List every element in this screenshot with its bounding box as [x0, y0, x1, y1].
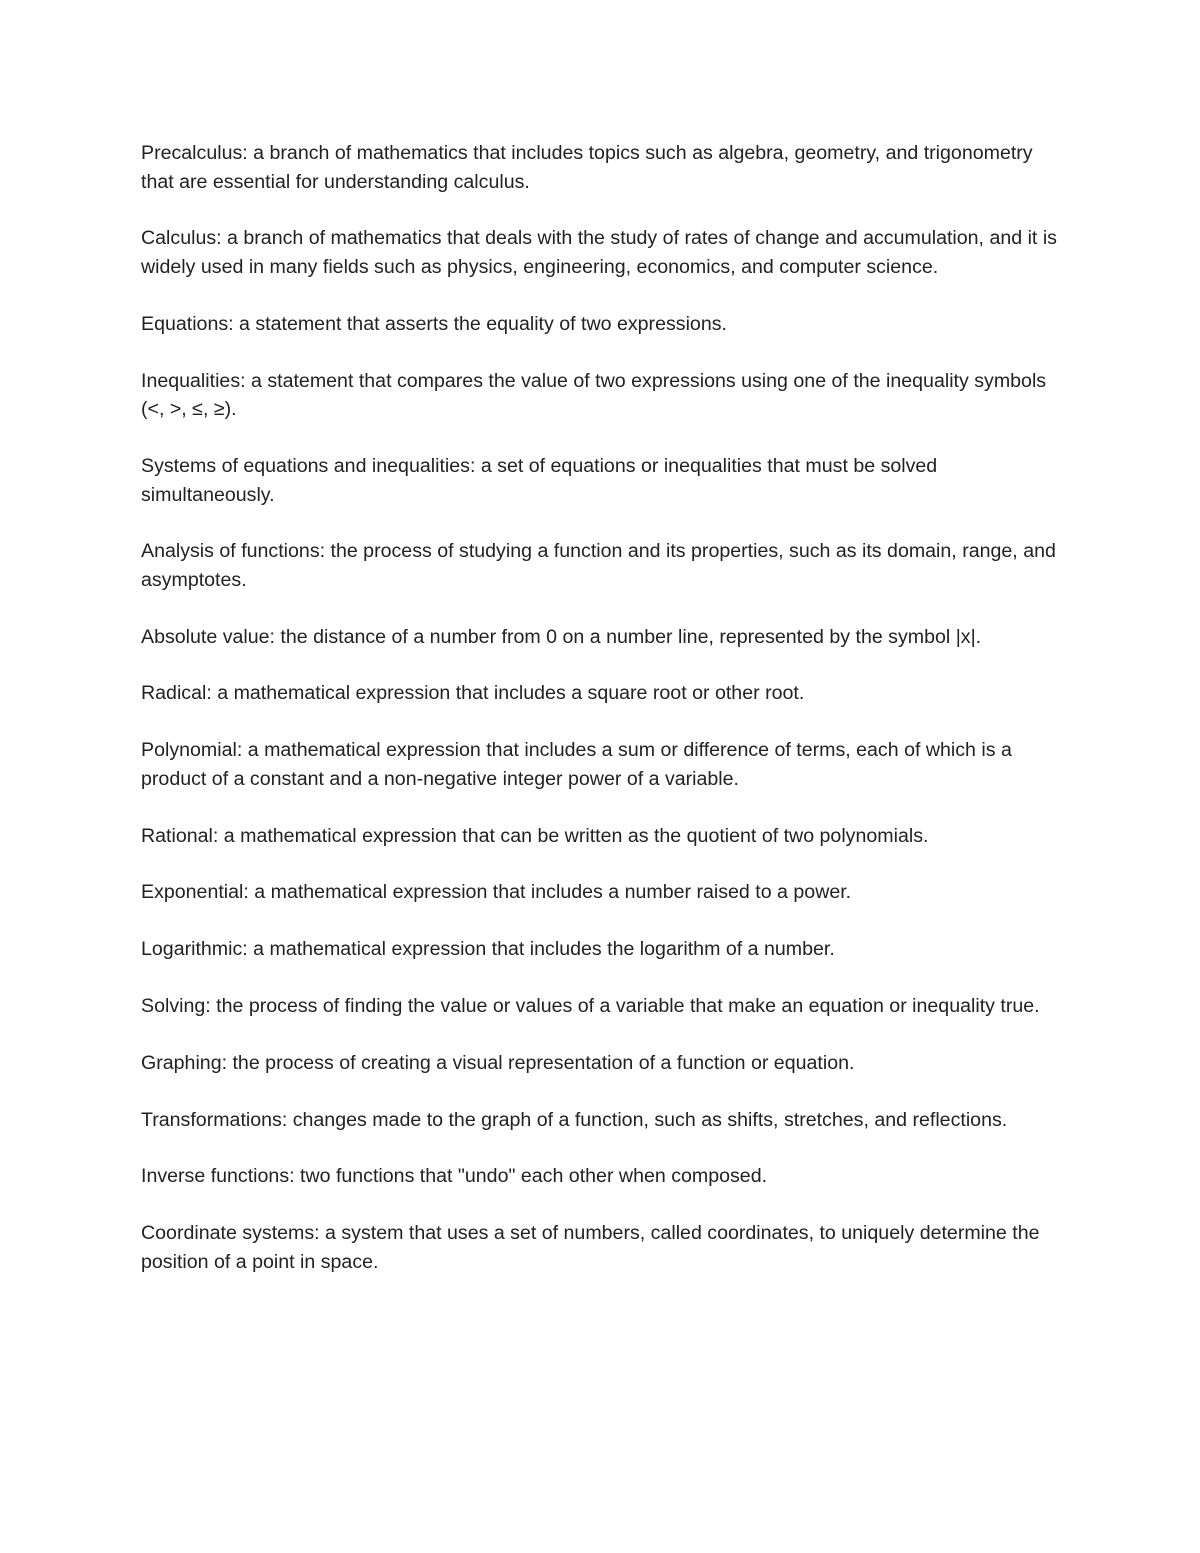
paragraph-absolute-value: Absolute value: the distance of a number from 0 on a number line, represented by the symbol |x|.: [141, 625, 982, 648]
paragraph-solving: Solving: the process of finding the value or values of a variable that make an equation or inequality true.: [141, 994, 1040, 1017]
paragraph-equations: Equations: a statement that asserts the equality of two expressions.: [141, 312, 727, 335]
paragraph-polynomial: Polynomial: a mathematical expression that includes a sum or difference of terms, each of which is a product of a constant and a non-negative integer power of a variable.: [141, 739, 1012, 790]
paragraph-rational: Rational: a mathematical expression that can be written as the quotient of two polynomials.: [141, 824, 929, 847]
paragraph-coordinate-systems: Coordinate systems: a system that uses a set of numbers, called coordinates, to uniquely determine the position of a point in space.: [141, 1222, 1040, 1273]
paragraph-logarithmic: Logarithmic: a mathematical expression that includes the logarithm of a number.: [141, 938, 835, 961]
paragraph-systems: Systems of equations and inequalities: a set of equations or inequalities that must be solved simultaneously.: [141, 454, 938, 506]
paragraph-graphing: Graphing: the process of creating a visual representation of a function or equation.: [141, 1051, 855, 1074]
document-body: [141, 139, 1066, 1304]
paragraph-exponential: Exponential: a mathematical expression that includes a number raised to a power.: [141, 881, 852, 904]
paragraph-inverse-functions: Inverse functions: two functions that "undo" each other when composed.: [141, 1165, 768, 1188]
paragraph-calculus: Calculus: a branch of mathematics that deals with the study of rates of change and accumulation, and it is widely used in many fields such as physics, engineering, economics, and computer science.: [141, 227, 1057, 278]
paragraph-analysis-of-functions: Analysis of functions: the process of studying a function and its properties, such as its domain, range, and asymptotes.: [141, 540, 1056, 591]
paragraph-precalculus: Precalculus: a branch of mathematics that includes topics such as algebra, geometry, and trigonometry that are essential for understanding calculus.: [141, 142, 1033, 193]
paragraph-inequalities: Inequalities: a statement that compares the value of two expressions using one of the inequality symbols (<, >, ≤, ≥).: [141, 369, 1047, 421]
paragraph-transformations: Transformations: changes made to the graph of a function, such as shifts, stretches, and reflections.: [141, 1108, 1008, 1131]
paragraph-radical: Radical: a mathematical expression that includes a square root or other root.: [141, 682, 805, 705]
